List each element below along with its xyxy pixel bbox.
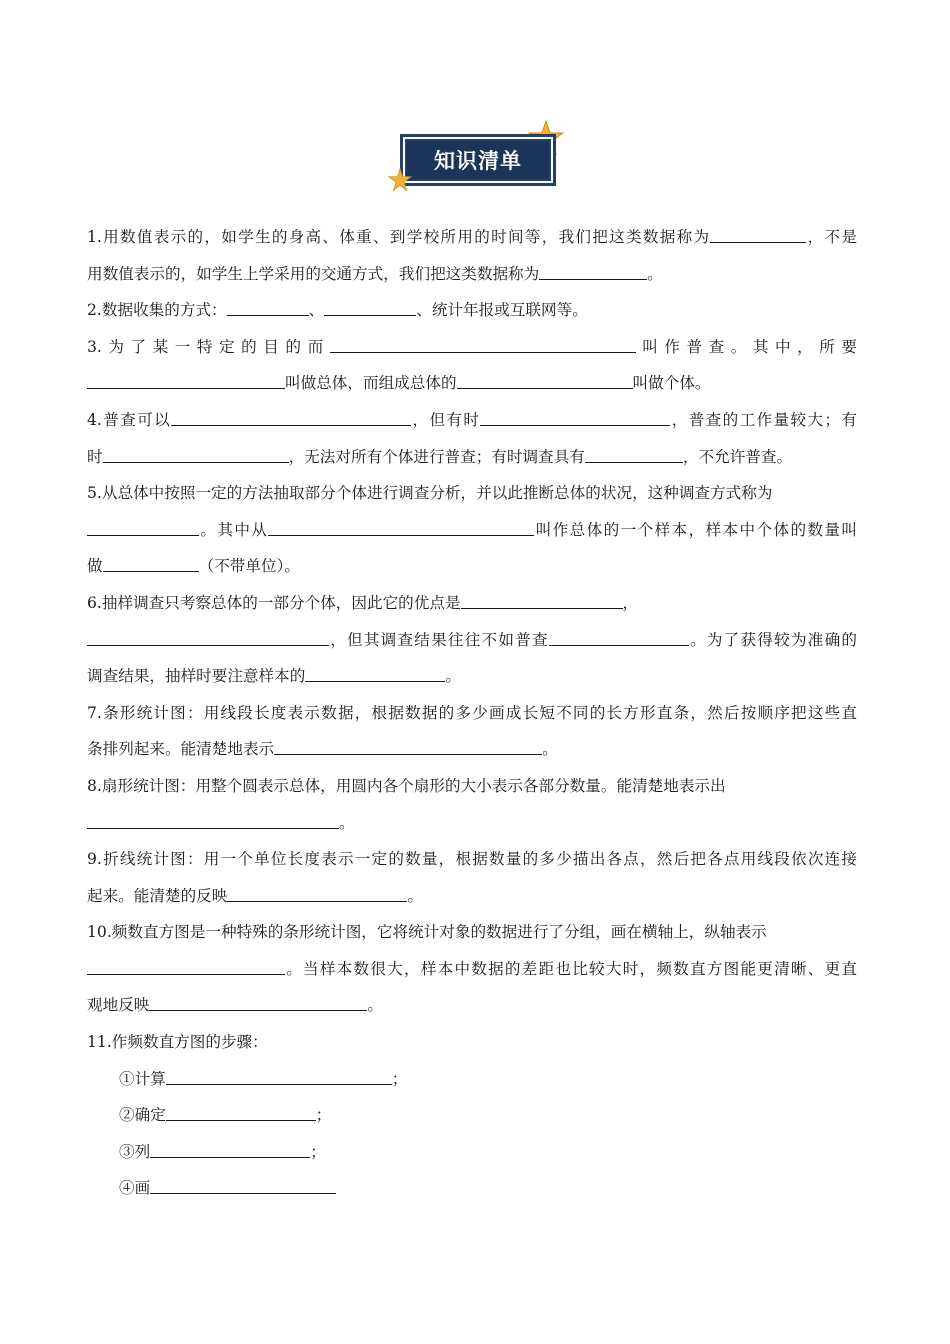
text: 条排列起来。能清楚地表示 [87,740,275,759]
text: 叫做个体。 [632,374,711,393]
text: ，普查的工作量较大；有 [670,410,857,429]
blank [150,1178,336,1194]
text: ； [315,1106,332,1125]
blank [166,1105,316,1121]
blank [539,264,647,280]
text: 。 [647,264,663,283]
text: ，但有时 [411,410,481,429]
star-icon [388,168,412,192]
blank [150,1142,310,1158]
text: 3.为了某一特定的目的而 [87,337,330,356]
item-11-step-2 [87,1097,857,1134]
text: 叫作普查。其中，所要 [635,337,857,356]
blank [87,520,199,536]
text: 。 [445,667,461,686]
blank [227,300,309,316]
item-6-line-2 [87,622,857,659]
text: 4.普查可以 [87,410,172,429]
item-10-line-2 [87,951,857,988]
blank [461,593,623,609]
blank [227,886,407,902]
item-1-line-1 [87,219,857,256]
knowledge-list [87,219,857,1207]
blank [87,373,285,389]
text: 。 [542,740,558,759]
item-5-line-2 [87,512,857,549]
item-9-line-2 [87,878,857,915]
text: ； [391,1069,408,1088]
text: 调查结果，抽样时要注意样本的 [87,667,306,686]
blank [166,1069,392,1085]
text: ， [622,593,639,612]
text: 做 [87,557,103,576]
text: 9.折线统计图：用一个单位长度表示一定的数量，根据数量的多少描出各点，然后把各点用线段依次连接 [87,850,857,869]
item-9-line-1 [87,841,857,878]
text: 10.频数直方图是一种特殊的条形统计图，它将统计对象的数据进行了分组，画在横轴上，纵轴表示 [87,923,767,942]
text: ，不是 [806,228,857,246]
item-7-line-2 [87,731,857,768]
text: 、统计年报或互联网等。 [416,301,588,320]
blank [87,630,329,646]
item-1-line-2 [87,256,857,293]
text: 1.用数值表示的，如学生的身高、体重、到学校所用的时间等，我们把这类数据称为 [87,228,711,246]
item-8-line-2 [87,805,857,842]
item-5-line-3 [87,548,857,585]
blank [330,337,636,353]
text: ②确定 [119,1106,166,1125]
blank [480,410,670,426]
text: 。其中从 [199,520,269,539]
blank [324,300,416,316]
text: （不带单位）。 [198,557,300,576]
text: 起来。能清楚的反映 [87,886,228,905]
text: ③列 [119,1142,151,1161]
item-11-step-1 [87,1061,857,1098]
text: 11.作频数直方图的步骤： [87,1033,268,1052]
item-10-line-1 [87,914,857,951]
text: 观地反映 [87,996,150,1015]
text: 8.扇形统计图：用整个圆表示总体，用圆内各个扇形的大小表示各部分数量。能清楚地表示出 [87,776,726,795]
title-box [400,134,556,186]
blank [87,959,285,975]
text: 2.数据收集的方式： [87,301,227,320]
item-11-step-4 [87,1170,857,1207]
item-5-line-1 [87,475,857,512]
blank [171,410,411,426]
item-8-line-1 [87,768,857,805]
text: 。 [339,813,355,832]
text: ，无法对所有个体进行普查；有时调查具有 [288,447,585,466]
item-4-line-2 [87,439,857,476]
text: 时 [87,447,103,466]
text: 、 [308,301,325,320]
text: 7.条形统计图：用线段长度表示数据，根据数据的多少画成长短不同的长方形直条，然后按顺序把这些直 [87,703,857,722]
item-11-step-3 [87,1134,857,1171]
blank [103,556,199,572]
blank [268,520,534,536]
item-11-title [87,1024,857,1061]
text: ①计算 [119,1069,166,1088]
text: ； [310,1142,326,1161]
text: 叫作总体的一个样本，样本中个体的数量叫 [534,520,857,539]
blank [585,447,683,463]
text: 用数值表示的，如学生上学采用的交通方式，我们把这类数据称为 [87,264,540,283]
blank [549,630,689,646]
section-title-banner [390,120,570,195]
text: 。当样本数很大，样本中数据的差距也比较大时，频数直方图能更清晰、更直 [285,959,857,978]
text: ，但其调查结果往往不如普查 [329,630,549,649]
item-3-line-2 [87,365,857,402]
blank [305,666,445,682]
text: 6.抽样调查只考察总体的一部分个体，因此它的优点是 [87,593,461,612]
item-7-line-1 [87,695,857,732]
text: 。为了获得较为准确的 [688,630,857,649]
item-3-line-1 [87,329,857,366]
text: 5.从总体中按照一定的方法抽取部分个体进行调查分析，并以此推断总体的状况，这种调查方式称为 [87,484,773,503]
item-4-line-1 [87,402,857,439]
text: ④画 [119,1179,151,1198]
text: 。 [407,886,423,905]
item-6-line-3 [87,658,857,695]
item-2 [87,292,857,329]
text: 叫做总体，而组成总体的 [285,374,457,393]
page-title: 知识清单 [434,149,522,173]
blank [149,995,367,1011]
blank [457,373,633,389]
text: 。 [367,996,383,1015]
item-10-line-3 [87,987,857,1024]
blank [103,447,289,463]
blank [87,813,339,829]
text: ，不允许普查。 [682,447,793,466]
blank [710,227,806,243]
blank [274,739,542,755]
item-6-line-1 [87,585,857,622]
